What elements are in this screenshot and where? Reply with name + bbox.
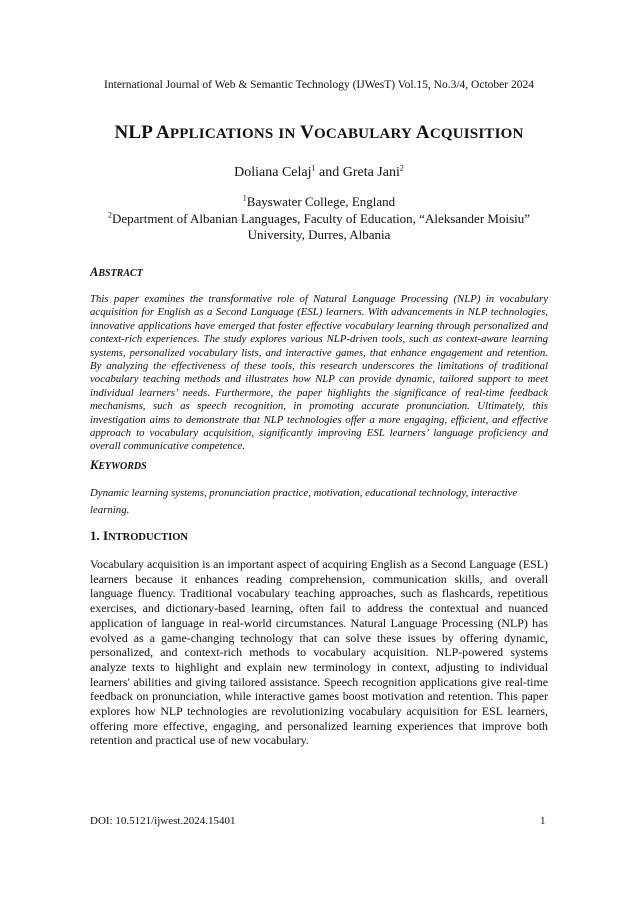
author-2-sup: 2 [399,163,404,173]
author-2: Greta Jani [342,165,400,180]
abstract-heading: ABSTRACT [90,265,143,279]
keywords-heading: KEYWORDS [90,458,147,472]
introduction-text: Vocabulary acquisition is an important aspect of acquiring English as a Second Language (ESL) learners because it enhances reading comprehension, communication skills, and overall language fluency. Traditional vocabulary teaching approaches, such as flashcards, repetitious exercises, and dictionary-based learning, often fail to address the contextual and nuanced application of language in real-world circumstances. Natural Language Processing (NLP) has evolved as a game-changing technology that can solve these issues by offering dynamic, personalized, and context-rich methods to vocabulary acquisition. NLP-powered systems analyze texts to highlight and explain new terminology in context, adjusting to individual learners' abilities and giving tailored assistance. Speech recognition applications give real-time feedback on pronunciation, while interactive games boost motivation and retention. This paper explores how NLP technologies are revolutionizing vocabulary acquisition for ESL learners, offering more effective, engaging, and personalized learning experiences that improve both retention and practical use of new vocabulary. [90,557,548,748]
keywords-text: Dynamic learning systems, pronunciation practice, motivation, educational technology, interactive learning. [90,487,518,516]
title-word-4: VOCABULARY [300,122,412,143]
page-number: 1 [540,815,546,827]
affiliation-2-line-1: $^2$Department of Albanian Languages, Faculty of Education, “Aleksander Moisiu” [107,210,531,226]
footer-doi: DOI: 10.5121/ijwest.2024.15401 [90,815,236,827]
paper-title [0,122,638,144]
author-1-sup: 1 [311,163,316,173]
affiliation-2-line-2: University, Durres, Albania [247,227,391,242]
author-1: Doliana Celaj [234,165,312,180]
introduction-heading: 1. INTRODUCTION [90,528,188,543]
title-word-2: APPLICATIONS [155,122,274,143]
title-word-5: ACQUISITION [415,122,524,143]
title-word-3: IN [278,126,296,142]
running-head: International Journal of Web & Semantic Technology (IJWesT) Vol.15, No.3/4, October 2024 [104,79,534,91]
title-word-1: NLP [114,122,153,143]
affiliation-1: $^1$Bayswater College, England [242,193,396,209]
author-connector: and [319,165,340,180]
author-line [0,165,638,181]
abstract-text: This paper examines the transformative role of Natural Language Processing (NLP) in vocabulary acquisition for English as a Second Language (ESL) learners. With advancements in NLP technologies, innovative applications have emerged that foster effective vocabulary learning through personalized and context-rich experiences. The study explores various NLP-driven tools, such as context-aware learning systems, personalized vocabulary lists, and interactive games, that enhance engagement and retention. By analyzing the effectiveness of these tools, this research underscores the limitations of traditional vocabulary teaching methods and illustrates how NLP can provide dynamic, tailored support to meet individual learners’ needs. Furthermore, the paper highlights the significance of real-time feedback mechanisms, such as speech recognition, in promoting accurate pronunciation. Ultimately, this investigation aims to demonstrate that NLP technologies offer a more engaging, efficient, and effective approach to vocabulary acquisition, significantly improving ESL learners’ language proficiency and overall communicative competence. [90,293,548,453]
